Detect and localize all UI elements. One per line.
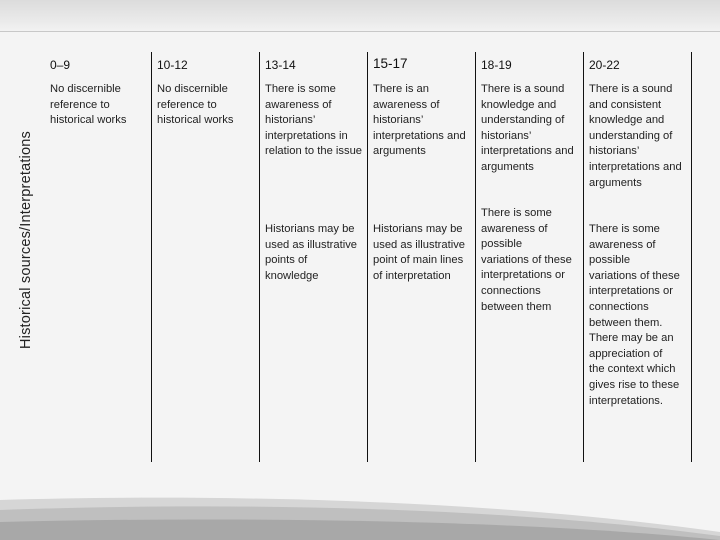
descriptor-cell: There is a sound and consistent knowledge and understanding of historians’ interpretations and arguments — [589, 83, 682, 189]
descriptor-cell: There is some awareness of possible variations of these interpretations or connections between them — [481, 207, 572, 313]
column-band-10-12 — [152, 52, 260, 462]
column-band-13-14 — [260, 52, 368, 462]
descriptor-cell: No discernible reference to historical works — [50, 83, 127, 127]
decorative-swoosh — [0, 488, 720, 540]
descriptor-cell: No discernible reference to historical works — [157, 83, 234, 127]
descriptor-cell: There is an awareness of historians’ interpretations and arguments — [373, 83, 466, 158]
band-header: 20-22 — [589, 58, 620, 72]
descriptor-cell: There is some awareness of possible variations of these interpretations or connections between them. There may be an appreciation of the context which gives rise to these interpretations. — [589, 223, 680, 407]
descriptor-cell: Historians may be used as illustrative point of main lines of interpretation — [373, 223, 466, 282]
side-title: Historical sources/Interpretations — [18, 131, 34, 349]
top-divider — [0, 31, 720, 32]
band-header: 18-19 — [481, 58, 512, 72]
column-band-15-17 — [368, 52, 476, 462]
top-banner — [0, 0, 720, 32]
band-header: 10-12 — [157, 58, 188, 72]
column-band-20-22 — [584, 52, 692, 462]
descriptor-cell: There is some awareness of historians’ interpretations in relation to the issue — [265, 83, 363, 158]
band-header: 0–9 — [50, 58, 71, 72]
column-band-18-19 — [476, 52, 584, 462]
descriptor-cell: Historians may be used as illustrative points of knowledge — [265, 223, 358, 282]
band-header: 15-17 — [373, 56, 408, 71]
column-band-0-9 — [44, 52, 152, 462]
descriptor-cell: There is a sound knowledge and understanding of historians’ interpretations and arguments — [481, 83, 574, 173]
band-header: 13-14 — [265, 58, 296, 72]
